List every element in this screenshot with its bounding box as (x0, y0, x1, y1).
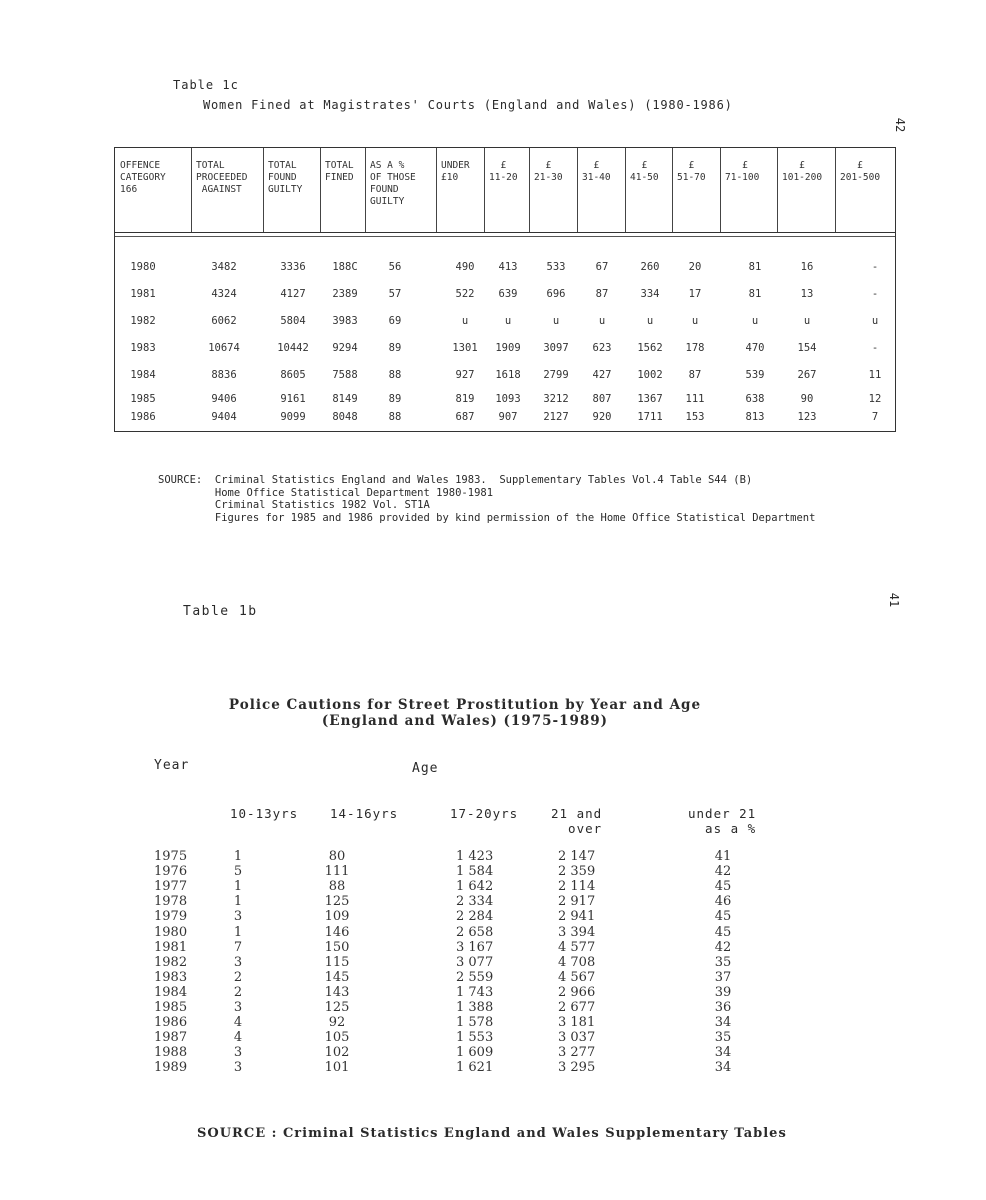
column-divider (577, 148, 578, 232)
table-1b-cell: 1 642 (456, 879, 494, 895)
table-1b-cell: 2 284 (456, 909, 494, 925)
table-1b-year-cell: 1988 (154, 1045, 188, 1061)
table-1b-cell: 2 658 (456, 924, 494, 940)
table-1c-column-header: UNDER £10 (441, 160, 470, 183)
table-1c-cell: u (598, 315, 606, 327)
table-1c-cell: 3212 (543, 393, 569, 405)
table-1c-column-header: TOTAL FINED (325, 160, 354, 183)
table-1b-cell: 111 (324, 864, 350, 880)
table-1c-cell: 470 (745, 342, 765, 354)
table-1c-cell: 9404 (211, 411, 237, 423)
column-divider (529, 148, 530, 232)
table-1c-cell: 807 (592, 393, 612, 405)
table-1b-cell: 3 037 (558, 1030, 596, 1046)
table-1c-cell: 687 (455, 411, 475, 423)
table-1c-title: Women Fined at Magistrates' Courts (England and Wales) (1980-1986) (203, 98, 733, 112)
table-1b-cell: 88 (328, 879, 346, 895)
table-1c-cell: 1909 (495, 342, 521, 354)
table-1c-cell: 4127 (280, 288, 306, 300)
table-1b-cell: 3 (233, 1000, 243, 1015)
table-1c-column-header: TOTAL FOUND GUILTY (268, 160, 303, 195)
table-1b-year-cell: 1989 (154, 1060, 188, 1076)
table-1c-cell: 8605 (280, 369, 306, 381)
table-1b-cell: 4 (233, 1015, 243, 1031)
table-1c-cell: 111 (685, 393, 705, 405)
table-1b-cell: 42 (714, 864, 732, 880)
table-1b-cell: 45 (714, 924, 732, 940)
header-rule (115, 232, 895, 233)
table-1b-cell: 3 277 (558, 1045, 596, 1061)
table-1b-cell: 109 (324, 909, 350, 925)
table-1c-cell: 3482 (211, 261, 237, 273)
table-1b-cell: 3 (233, 1060, 243, 1076)
table-1b-cell: 34 (714, 1015, 732, 1031)
table-1c-cell: - (871, 261, 879, 273)
table-1b-cell: 150 (324, 939, 350, 955)
table-1c-cell: 623 (592, 342, 612, 354)
table-1c-cell: 334 (640, 288, 660, 300)
table-1b-cell: 3 077 (456, 954, 494, 970)
column-divider (835, 148, 836, 232)
table-1b-cell: 7 (233, 939, 243, 955)
table-1c-cell: 154 (797, 342, 817, 354)
column-divider (777, 148, 778, 232)
table-1c-cell: 178 (685, 342, 705, 354)
table-1c-cell: 81 (748, 288, 762, 300)
table-1c (114, 147, 896, 432)
table-1b-cell: 36 (714, 1000, 732, 1015)
table-1c-cell: 413 (498, 261, 518, 273)
column-divider (625, 148, 626, 232)
table-1b-cell: 1 388 (456, 1000, 494, 1015)
table-1b-cell: 34 (714, 1060, 732, 1076)
column-divider (320, 148, 321, 232)
table-1c-cell: 9406 (211, 393, 237, 405)
table-1b-cell: 101 (324, 1060, 350, 1076)
table-1c-cell: 2799 (543, 369, 569, 381)
table-1c-column-header: £ 201-500 (840, 160, 881, 183)
table-1b-year-cell: 1984 (154, 984, 188, 1000)
table-1b-year-cell: 1986 (154, 1015, 188, 1031)
table-1c-cell: 89 (388, 342, 402, 354)
table-1c-year-cell: 1981 (130, 288, 156, 300)
table-1c-cell: 123 (797, 411, 817, 423)
table-1c-column-header: £ 101-200 (782, 160, 823, 183)
table-1c-cell: u (646, 315, 654, 327)
table-1c-cell: 5804 (280, 315, 306, 327)
table-1c-cell: 1367 (637, 393, 663, 405)
table-1b-column-header: under 21 as a % (688, 806, 757, 836)
table-1b-year-cell: 1982 (154, 954, 188, 970)
table-1b-year-cell: 1977 (154, 879, 188, 895)
table-1c-cell: u (871, 315, 879, 327)
table-1b-year-cell: 1983 (154, 969, 188, 985)
table-1b-cell: 80 (328, 849, 346, 864)
table-1c-cell: 8836 (211, 369, 237, 381)
table-1c-cell: 3983 (332, 315, 358, 327)
table-1c-cell: - (871, 288, 879, 300)
table-1c-cell: 920 (592, 411, 612, 423)
page-number-top: 42 (893, 117, 908, 133)
table-1c-cell: 8048 (332, 411, 358, 423)
table-1c-cell: u (803, 315, 811, 327)
source-line: SOURCE: Criminal Statistics England and Wales 1983. Supplementary Tables Vol.4 Table S44 (B) (158, 474, 753, 486)
table-1c-cell: 87 (595, 288, 609, 300)
table-1b-cell: 1 578 (456, 1015, 494, 1031)
table-1b-year-cell: 1985 (154, 1000, 188, 1015)
table-1c-cell: 12 (868, 393, 882, 405)
table-1b-cell: 45 (714, 879, 732, 895)
table-1b-cell: 2 677 (558, 1000, 596, 1015)
table-1c-label: Table 1c (173, 78, 239, 92)
table-1c-cell: 89 (388, 393, 402, 405)
table-1c-cell: 2389 (332, 288, 358, 300)
table-1b-cell: 34 (714, 1045, 732, 1061)
table-1c-cell: 6062 (211, 315, 237, 327)
table-1c-cell: 1618 (495, 369, 521, 381)
table-1b-cell: 125 (324, 894, 350, 910)
column-divider (720, 148, 721, 232)
source-line: Criminal Statistics 1982 Vol. ST1A (158, 499, 430, 511)
table-1b-cell: 5 (233, 864, 243, 880)
table-1c-cell: 10674 (208, 342, 240, 354)
table-1b-cell: 3 181 (558, 1015, 596, 1031)
table-1b-cell: 2 359 (558, 864, 596, 880)
table-1c-cell: 10442 (277, 342, 309, 354)
table-1b-year-cell: 1981 (154, 939, 188, 955)
table-1c-cell: 260 (640, 261, 660, 273)
table-1c-column-header: £ 31-40 (582, 160, 611, 183)
table-1c-cell: 4324 (211, 288, 237, 300)
table-1c-cell: u (504, 315, 512, 327)
table-1c-cell: 819 (455, 393, 475, 405)
table-1c-cell: 9099 (280, 411, 306, 423)
table-1c-cell: 639 (498, 288, 518, 300)
table-1b-cell: 1 (233, 924, 243, 940)
table-1b-cell: 1 (233, 894, 243, 910)
table-1c-column-header: £ 21-30 (534, 160, 563, 183)
table-1b-cell: 4 (233, 1030, 243, 1046)
table-1b-cell: 3 (233, 1045, 243, 1061)
table-1c-cell: 9161 (280, 393, 306, 405)
table-1c-cell: 813 (745, 411, 765, 423)
table-1c-cell: 87 (688, 369, 702, 381)
table-1c-cell: 1562 (637, 342, 663, 354)
table-1b-column-header: 10-13yrs (230, 806, 299, 821)
table-1c-cell: - (871, 342, 879, 354)
table-1c-cell: 522 (455, 288, 475, 300)
table-1b-cell: 4 567 (558, 969, 596, 985)
table-1b-cell: 145 (324, 969, 350, 985)
table-1b-column-header: 14-16yrs (330, 806, 399, 821)
table-1b-cell: 1 (233, 849, 243, 864)
table-1b-cell: 35 (714, 954, 732, 970)
table-1c-year-cell: 1984 (130, 369, 156, 381)
table-1c-cell: 490 (455, 261, 475, 273)
table-1b-cell: 1 584 (456, 864, 494, 880)
table-1c-year-cell: 1985 (130, 393, 156, 405)
table-1b-year-cell: 1975 (154, 849, 188, 864)
table-1b-column-header: 17-20yrs (450, 806, 519, 821)
column-divider (191, 148, 192, 232)
table-1c-cell: 2127 (543, 411, 569, 423)
table-1c-source (158, 474, 815, 524)
column-divider (484, 148, 485, 232)
table-1c-cell: 88 (388, 411, 402, 423)
table-1b-cell: 2 (233, 969, 243, 985)
table-1b-cell: 3 (233, 909, 243, 925)
table-1b-year-cell: 1987 (154, 1030, 188, 1046)
source-line: Home Office Statistical Department 1980-1981 (158, 486, 494, 499)
column-divider (263, 148, 264, 232)
table-1c-column-header: TOTAL PROCEEDED AGAINST (196, 160, 248, 195)
table-1b-year-cell: 1976 (154, 864, 188, 880)
table-1c-cell: 638 (745, 393, 765, 405)
table-1c-cell: 539 (745, 369, 765, 381)
table-1c-year-cell: 1980 (130, 261, 156, 273)
table-1b-source: SOURCE : Criminal Statistics England and Wales Supplementary Tables (197, 1126, 787, 1141)
table-1c-cell: 17 (688, 288, 702, 300)
table-1b-cell: 2 (233, 984, 243, 1000)
table-1c-cell: 67 (595, 261, 609, 273)
table-1b-year-cell: 1979 (154, 909, 188, 925)
table-1c-year-cell: 1986 (130, 411, 156, 423)
table-1b-cell: 92 (328, 1015, 346, 1031)
table-1b-cell: 1 (233, 879, 243, 895)
table-1c-cell: 696 (546, 288, 566, 300)
table-1b-cell: 2 147 (558, 849, 596, 864)
source-line: Figures for 1985 and 1986 provided by kind permission of the Home Office Statistical Department (158, 511, 816, 524)
table-1b-cell: 41 (714, 849, 732, 864)
table-1b-cell: 2 941 (558, 909, 596, 925)
table-1c-cell: 427 (592, 369, 612, 381)
table-1c-cell: 1301 (452, 342, 478, 354)
table-1b-cell: 46 (714, 894, 732, 910)
table-1c-cell: u (751, 315, 759, 327)
table-1c-cell: 907 (498, 411, 518, 423)
table-1b-cell: 2 966 (558, 984, 596, 1000)
table-1b-cell: 3 (233, 954, 243, 970)
table-1c-cell: 90 (800, 393, 814, 405)
table-1b-cell: 1 553 (456, 1030, 494, 1046)
table-1b-year-cell: 1978 (154, 894, 188, 910)
table-1c-column-header: £ 11-20 (489, 160, 518, 183)
table-1c-cell: 11 (868, 369, 882, 381)
table-1c-cell: 8149 (332, 393, 358, 405)
table-1c-cell: 1002 (637, 369, 663, 381)
table-1b-subtitle: (England and Wales) (1975-1989) (321, 713, 609, 729)
table-1b-cell: 146 (324, 924, 350, 940)
year-column-label: Year (154, 758, 190, 773)
table-1c-cell: 20 (688, 261, 702, 273)
table-1b-cell: 2 917 (558, 894, 596, 910)
table-1b-cell: 4 708 (558, 954, 596, 970)
table-1c-cell: 153 (685, 411, 705, 423)
table-1c-cell: 9294 (332, 342, 358, 354)
table-1b-cell: 4 577 (558, 939, 596, 955)
table-1b-cell: 1 423 (456, 849, 494, 864)
age-group-label: Age (412, 761, 439, 776)
page-number-bottom: 41 (887, 592, 902, 608)
table-1b-cell: 1 621 (456, 1060, 494, 1076)
table-1c-year-cell: 1983 (130, 342, 156, 354)
table-1b-cell: 2 334 (456, 894, 494, 910)
table-1c-cell: 1093 (495, 393, 521, 405)
table-1c-cell: 188C (332, 261, 358, 273)
table-1c-cell: 533 (546, 261, 566, 273)
table-1b-title: Police Cautions for Street Prostitution by Year and Age (228, 697, 702, 713)
table-1c-cell: 7 (871, 411, 879, 423)
table-1b-cell: 3 295 (558, 1060, 596, 1076)
table-1c-cell: 267 (797, 369, 817, 381)
table-1c-cell: 3336 (280, 261, 306, 273)
table-1c-cell: 13 (800, 288, 814, 300)
table-1b-cell: 105 (324, 1030, 350, 1046)
column-divider (672, 148, 673, 232)
table-1b-cell: 2 114 (558, 879, 596, 895)
header-rule-secondary (115, 236, 895, 237)
table-1b-cell: 1 743 (456, 984, 494, 1000)
table-1c-cell: 57 (388, 288, 402, 300)
table-1c-cell: u (461, 315, 469, 327)
table-1c-cell: 1711 (637, 411, 663, 423)
table-1b-cell: 3 394 (558, 924, 596, 940)
table-1c-column-header: AS A % OF THOSE FOUND GUILTY (370, 160, 416, 207)
table-1b-cell: 37 (714, 969, 732, 985)
table-1c-cell: 3097 (543, 342, 569, 354)
table-1b-cell: 39 (714, 984, 732, 1000)
column-divider (436, 148, 437, 232)
column-divider (365, 148, 366, 232)
table-1b-cell: 125 (324, 1000, 350, 1015)
table-1b-year-cell: 1980 (154, 924, 188, 940)
table-1c-cell: 88 (388, 369, 402, 381)
table-1c-column-header: £ 71-100 (725, 160, 760, 183)
table-1b-column-header: 21 and over (551, 806, 603, 836)
table-1b-cell: 45 (714, 909, 732, 925)
table-1c-cell: 81 (748, 261, 762, 273)
table-1c-column-header: £ 51-70 (677, 160, 706, 183)
table-1b-cell: 115 (324, 954, 350, 970)
table-1c-cell: 927 (455, 369, 475, 381)
table-1b-cell: 102 (324, 1045, 350, 1061)
table-1c-cell: 56 (388, 261, 402, 273)
table-1c-cell: 69 (388, 315, 402, 327)
table-1c-cell: u (552, 315, 560, 327)
table-1c-cell: 7588 (332, 369, 358, 381)
table-1c-year-cell: 1982 (130, 315, 156, 327)
table-1b-cell: 3 167 (456, 939, 494, 955)
table-1c-cell: u (691, 315, 699, 327)
table-1b-cell: 42 (714, 939, 732, 955)
table-1c-column-header: OFFENCE CATEGORY 166 (120, 160, 166, 195)
table-1c-cell: 16 (800, 261, 814, 273)
table-1b-label: Table 1b (183, 604, 258, 619)
table-1b-cell: 143 (324, 984, 350, 1000)
table-1b-cell: 1 609 (456, 1045, 494, 1061)
table-1b-cell: 35 (714, 1030, 732, 1046)
table-1c-column-header: £ 41-50 (630, 160, 659, 183)
table-1b-cell: 2 559 (456, 969, 494, 985)
